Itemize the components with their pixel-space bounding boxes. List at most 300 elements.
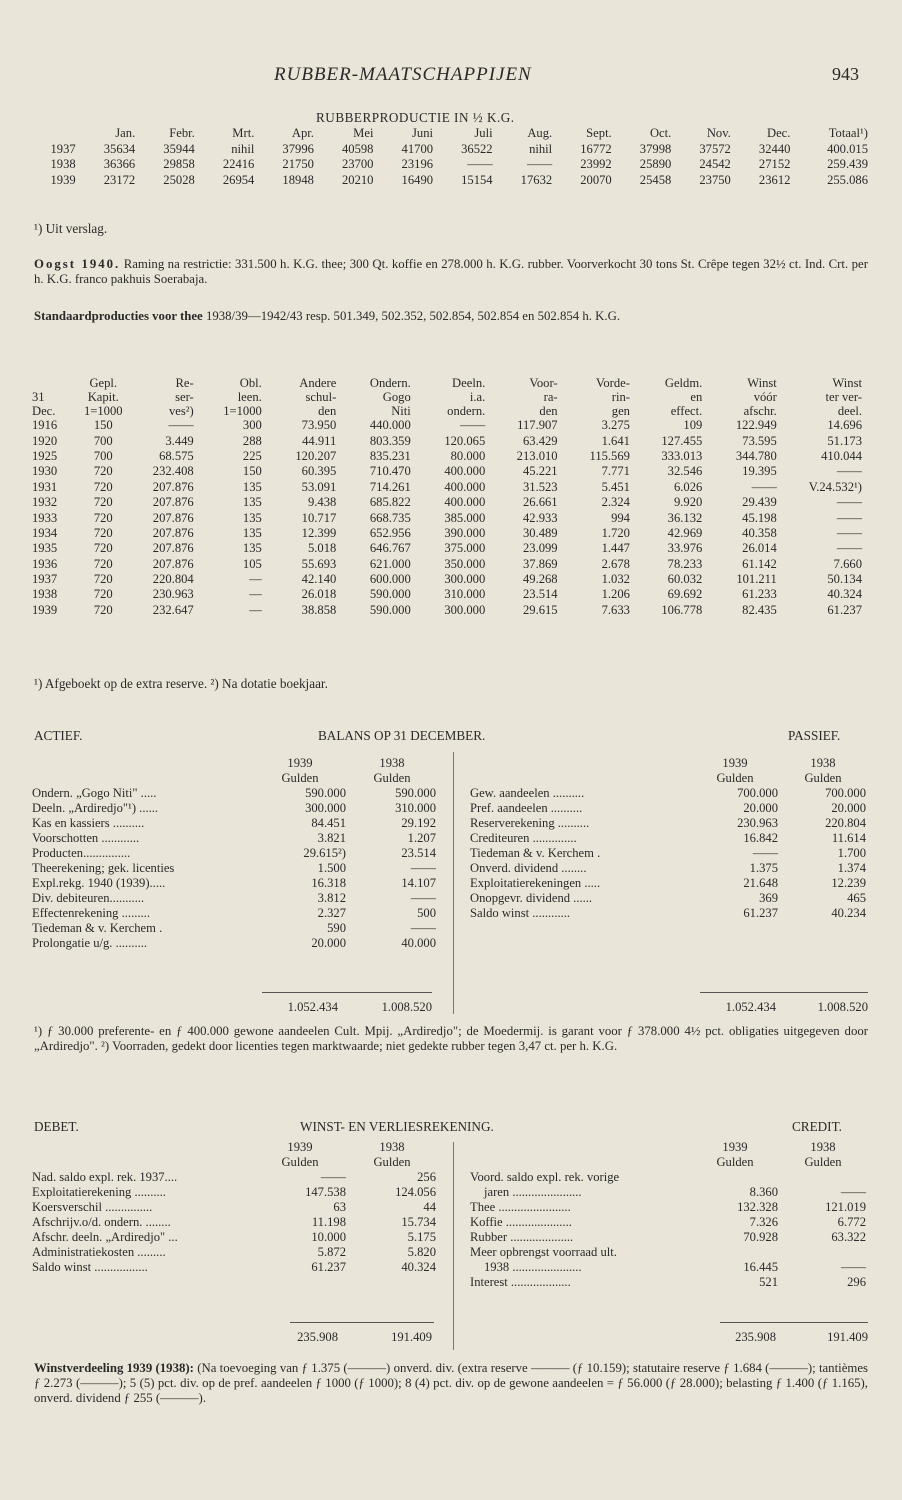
asset-row-value: 590.000 bbox=[395, 786, 436, 800]
debit-row bbox=[32, 1245, 438, 1260]
credit-row bbox=[470, 1275, 868, 1290]
liability-row bbox=[470, 906, 868, 921]
statistics-value: 230.963 bbox=[152, 587, 194, 602]
production-title: RUBBERPRODUCTIE IN ½ K.G. bbox=[316, 110, 515, 125]
liability-row-label: Crediteuren .............. bbox=[470, 831, 577, 845]
asset-row-label: Ondern. „Gogo Niti" ..... bbox=[32, 786, 157, 800]
liability-row-value: 21.648 bbox=[743, 876, 778, 890]
asset-row-label: Kas en kassiers .......... bbox=[32, 816, 145, 830]
statistics-value: 61.142 bbox=[742, 556, 777, 571]
liability-row-value: 1.700 bbox=[837, 846, 866, 860]
balance-right-title: PASSIEF. bbox=[788, 728, 841, 743]
production-table bbox=[28, 126, 868, 188]
statistics-year: 1930 bbox=[32, 464, 58, 479]
statistics-value: —— bbox=[836, 495, 862, 510]
debit-row-value: 5.872 bbox=[317, 1245, 346, 1259]
asset-row-label: Effectenrekening ......... bbox=[32, 906, 150, 920]
statistics-value: 600.000 bbox=[369, 572, 411, 587]
credit-row bbox=[470, 1260, 868, 1275]
liability-row bbox=[470, 891, 868, 906]
statistics-value: 350.000 bbox=[444, 556, 486, 571]
liability-row-label: Tiedeman & v. Kerchem . bbox=[470, 846, 601, 860]
statistics-value: 40.358 bbox=[742, 525, 777, 540]
liabilities-total-1938: 1.008.520 bbox=[817, 1000, 868, 1014]
statistics-value: 61.237 bbox=[827, 602, 862, 617]
production-value: 18948 bbox=[282, 172, 314, 187]
asset-row-value: 23.514 bbox=[401, 846, 436, 860]
statistics-value: 135 bbox=[242, 495, 262, 510]
credit-row bbox=[470, 1200, 868, 1215]
statistics-value: 7.633 bbox=[601, 602, 630, 617]
statistics-value: 23.514 bbox=[522, 587, 558, 602]
statistics-col-header-line: Obl. bbox=[239, 376, 262, 390]
production-value: 36366 bbox=[103, 157, 136, 172]
debit-row bbox=[32, 1185, 438, 1200]
debit-row-value: 256 bbox=[417, 1170, 436, 1184]
production-value: 23172 bbox=[103, 172, 136, 187]
statistics-value: 127.455 bbox=[661, 433, 703, 448]
credit-row-label: Thee ....................... bbox=[470, 1200, 571, 1214]
statistics-value: —— bbox=[751, 479, 777, 494]
statistics-value: —— bbox=[836, 525, 862, 540]
debit-table bbox=[32, 1140, 438, 1275]
production-col-header: Oct. bbox=[649, 126, 672, 141]
asset-row-value: 590 bbox=[327, 921, 346, 935]
production-value: 25028 bbox=[163, 172, 195, 187]
statistics-value: 720 bbox=[93, 464, 113, 479]
statistics-value: 9.920 bbox=[673, 495, 703, 510]
statistics-value: 37.869 bbox=[522, 556, 558, 571]
statistics-row bbox=[32, 603, 862, 618]
asset-row bbox=[32, 891, 438, 906]
statistics-col-header bbox=[128, 376, 194, 418]
debit-row-value: —— bbox=[320, 1170, 346, 1184]
statistics-col-header-line: 1=1000 bbox=[83, 404, 123, 418]
liab-unit-1: Gulden bbox=[716, 771, 754, 785]
credit-row-value: 7.326 bbox=[749, 1215, 778, 1229]
statistics-value: 55.693 bbox=[301, 556, 337, 571]
statistics-value: 38.858 bbox=[301, 602, 337, 617]
statistics-value: 720 bbox=[93, 495, 113, 510]
statistics-value: 668.735 bbox=[369, 510, 411, 525]
liability-row bbox=[470, 786, 868, 801]
asset-row-value: 2.327 bbox=[317, 906, 346, 920]
statistics-col-header-line: rin- bbox=[611, 390, 630, 404]
credit-row-label: Voord. saldo expl. rek. vorige bbox=[470, 1170, 620, 1184]
statistics-row bbox=[32, 433, 862, 448]
production-value: 21750 bbox=[282, 157, 314, 172]
statistics-value: 40.324 bbox=[827, 587, 862, 602]
debit-unit-2: Gulden bbox=[373, 1155, 411, 1169]
asset-row bbox=[32, 906, 438, 921]
statistics-value: 646.767 bbox=[369, 541, 411, 556]
production-value: 37996 bbox=[282, 141, 314, 156]
statistics-row bbox=[32, 510, 862, 525]
statistics-col-header-line: ves²) bbox=[168, 404, 194, 418]
statistics-value: 9.438 bbox=[307, 495, 337, 510]
debit-row-value: 11.198 bbox=[311, 1215, 346, 1229]
statistics-col-header-line: Gogo bbox=[382, 390, 411, 404]
statistics-year: 1939 bbox=[32, 602, 58, 617]
debit-row-value: 15.734 bbox=[401, 1215, 436, 1229]
statistics-value: 49.268 bbox=[522, 572, 558, 587]
debit-row-value: 61.237 bbox=[311, 1260, 346, 1274]
statistics-value: 400.000 bbox=[444, 495, 486, 510]
statistics-table bbox=[32, 376, 862, 618]
statistics-value: 803.359 bbox=[369, 433, 411, 448]
statistics-value: 375.000 bbox=[444, 541, 486, 556]
production-value: 23750 bbox=[699, 172, 731, 187]
liability-row-value: 700.000 bbox=[825, 786, 866, 800]
statistics-value: —— bbox=[836, 510, 862, 525]
asset-row-value: 16.318 bbox=[311, 876, 346, 890]
statistics-col-header-line: Andere bbox=[299, 376, 337, 390]
production-value: 25458 bbox=[639, 172, 672, 187]
liability-row-value: 230.963 bbox=[737, 816, 778, 830]
statistics-col-header-line: afschr. bbox=[743, 404, 777, 418]
balance-divider bbox=[453, 752, 454, 1014]
statistics-value: 106.778 bbox=[661, 602, 703, 617]
statistics-value: 33.976 bbox=[667, 541, 703, 556]
statistics-col-header-line: Niti bbox=[391, 404, 411, 418]
liab-year-1939: 1939 bbox=[722, 756, 748, 770]
statistics-col-header-line: schul- bbox=[305, 390, 337, 404]
statistics-value: 150 bbox=[93, 418, 113, 433]
statistics-value: 621.000 bbox=[369, 556, 411, 571]
liability-row-label: Onopgevr. dividend ...... bbox=[470, 891, 593, 905]
production-value: 23992 bbox=[580, 157, 612, 172]
statistics-value: 73.595 bbox=[742, 433, 777, 448]
statistics-value: 207.876 bbox=[152, 556, 194, 571]
debit-row bbox=[32, 1215, 438, 1230]
statistics-value: 42.933 bbox=[522, 510, 558, 525]
debit-row-value: 5.820 bbox=[407, 1245, 436, 1259]
debit-row-label: Saldo winst ................. bbox=[32, 1260, 148, 1274]
statistics-col-header bbox=[630, 376, 702, 418]
statistics-value: 101.211 bbox=[736, 572, 777, 587]
statistics-value: 994 bbox=[611, 510, 630, 525]
statistics-value: 68.575 bbox=[159, 448, 194, 463]
asset-row-label: Prolongatie u/g. .......... bbox=[32, 936, 148, 950]
statistics-row bbox=[32, 587, 862, 602]
credit-row-value: 6.772 bbox=[837, 1215, 866, 1229]
production-value: 23700 bbox=[341, 157, 374, 172]
credit-row-value: 121.019 bbox=[825, 1200, 866, 1214]
statistics-row bbox=[32, 572, 862, 587]
statistics-year: 1932 bbox=[32, 495, 58, 510]
asset-row-label: Tiedeman & v. Kerchem . bbox=[32, 921, 163, 935]
statistics-row bbox=[32, 480, 862, 495]
credit-row-value bbox=[778, 1170, 868, 1185]
asset-row-value: 14.107 bbox=[401, 876, 436, 890]
production-header-row bbox=[28, 126, 868, 142]
liability-row bbox=[470, 801, 868, 816]
liability-row bbox=[470, 816, 868, 831]
statistics-value: 385.000 bbox=[444, 510, 486, 525]
statistics-value: 117.907 bbox=[517, 418, 558, 433]
liability-row-value: 61.237 bbox=[743, 906, 778, 920]
statistics-col-header-line: ter ver- bbox=[825, 390, 862, 404]
debit-row bbox=[32, 1260, 438, 1275]
production-col-header: Febr. bbox=[169, 126, 195, 141]
liability-row-value: 12.239 bbox=[831, 876, 866, 890]
statistics-col-header-line: ra- bbox=[543, 390, 558, 404]
production-col-header: Jan. bbox=[115, 126, 136, 141]
statistics-value: 45.221 bbox=[522, 464, 558, 479]
statistics-col-header-line: deel. bbox=[837, 404, 862, 418]
debit-row-label: Nad. saldo expl. rek. 1937.... bbox=[32, 1170, 178, 1184]
debit-unit-1: Gulden bbox=[281, 1155, 319, 1169]
asset-row-value: 1.500 bbox=[317, 861, 346, 875]
production-col-header: Juni bbox=[412, 126, 434, 141]
production-value: 35944 bbox=[163, 141, 195, 156]
credit-total-rule bbox=[720, 1322, 868, 1323]
statistics-value: 300 bbox=[242, 418, 262, 433]
statistics-value: 45.198 bbox=[742, 510, 777, 525]
statistics-value: 60.395 bbox=[301, 464, 337, 479]
debit-row-value: 124.056 bbox=[395, 1185, 436, 1199]
statistics-value: 344.780 bbox=[735, 448, 777, 463]
pl-left-title: DEBET. bbox=[34, 1119, 79, 1134]
statistics-value: 720 bbox=[93, 602, 113, 617]
statistics-col-header bbox=[32, 376, 79, 418]
production-col-header: Mei bbox=[353, 126, 374, 141]
production-value: 32440 bbox=[758, 141, 791, 156]
liability-row-value: 1.374 bbox=[837, 861, 866, 875]
credit-row-value bbox=[692, 1170, 778, 1185]
production-col-header: Nov. bbox=[706, 126, 731, 141]
statistics-value: 109 bbox=[683, 418, 703, 433]
statistics-value: 32.546 bbox=[667, 464, 703, 479]
production-value: 400.015 bbox=[827, 141, 868, 156]
statistics-value: 135 bbox=[242, 479, 262, 494]
debit-row-value: 63 bbox=[333, 1200, 346, 1214]
production-value: 24542 bbox=[699, 157, 731, 172]
liability-row-value: 20.000 bbox=[743, 801, 778, 815]
statistics-value: 73.950 bbox=[301, 418, 337, 433]
standard-text: 1938/39—1942/43 resp. 501.349, 502.352, 502.854, 502.854 en 502.854 h. K.G. bbox=[202, 309, 621, 323]
asset-row-label: Div. debiteuren........... bbox=[32, 891, 145, 905]
statistics-value: 835.231 bbox=[369, 448, 411, 463]
oogst-paragraph bbox=[34, 257, 868, 287]
production-value: —— bbox=[467, 157, 493, 172]
statistics-value: —— bbox=[460, 418, 486, 433]
production-year: 1937 bbox=[50, 141, 76, 156]
credit-row bbox=[470, 1215, 868, 1230]
asset-row-value: 1.207 bbox=[407, 831, 436, 845]
statistics-col-header-line: Ondern. bbox=[369, 376, 411, 390]
statistics-value: 7.771 bbox=[601, 464, 630, 479]
credit-row-label: Koffie ..................... bbox=[470, 1215, 572, 1229]
statistics-value: 720 bbox=[93, 525, 113, 540]
statistics-year: 1935 bbox=[32, 541, 58, 556]
statistics-value: 590.000 bbox=[369, 587, 411, 602]
statistics-year: 1936 bbox=[32, 556, 58, 571]
statistics-value: 82.435 bbox=[742, 602, 777, 617]
liability-row-value: 220.804 bbox=[825, 816, 866, 830]
statistics-value: 213.010 bbox=[516, 448, 558, 463]
oogst-label: Oogst 1940. bbox=[34, 257, 121, 271]
liability-row-value: 16.842 bbox=[743, 831, 778, 845]
asset-row bbox=[32, 816, 438, 831]
liability-row-value: 11.614 bbox=[831, 831, 866, 845]
asset-row bbox=[32, 921, 438, 936]
statistics-value: 60.032 bbox=[667, 572, 703, 587]
asset-row bbox=[32, 831, 438, 846]
statistics-value: — bbox=[249, 602, 262, 617]
credit-row bbox=[470, 1185, 868, 1200]
credit-row-value: 296 bbox=[847, 1275, 866, 1289]
statistics-value: 42.140 bbox=[301, 572, 337, 587]
statistics-value: 1.206 bbox=[601, 587, 630, 602]
statistics-value: 333.013 bbox=[661, 448, 703, 463]
running-title: RUBBER-MAATSCHAPPIJEN bbox=[274, 64, 532, 85]
statistics-value: 115.569 bbox=[589, 448, 630, 463]
production-value: 27152 bbox=[758, 157, 791, 172]
statistics-value: 23.099 bbox=[522, 541, 558, 556]
asset-row-label: Theerekening; gek. licenties bbox=[32, 861, 175, 875]
statistics-value: 700 bbox=[93, 448, 113, 463]
production-value: 22416 bbox=[222, 157, 255, 172]
statistics-value: 300.000 bbox=[444, 602, 486, 617]
winstverdeeling-text: (Na toevoeging van ƒ 1.375 (———) onverd. div. (extra reserve ——— (ƒ 10.159); statutaire reserve ƒ 1.684 (———); tantièmes ƒ 2.273 (———); 5 (5) pct. div. op de pref. aandeelen ƒ 1000 (ƒ 1000); 8 (4) pct. div. op de gewone aandeelen = ƒ 56.000 (ƒ 28.000); belasting ƒ 1.400 (ƒ 1.165), onverd. dividend ƒ 255 (———). bbox=[34, 1361, 868, 1405]
production-value: 17632 bbox=[520, 172, 553, 187]
assets-unit-2: Gulden bbox=[373, 771, 411, 785]
debit-total-rule bbox=[290, 1322, 434, 1323]
credit-row-label: 1938 ...................... bbox=[484, 1260, 582, 1274]
credit-table bbox=[470, 1140, 868, 1290]
asset-row bbox=[32, 786, 438, 801]
statistics-value: 288 bbox=[242, 433, 262, 448]
statistics-value: 69.692 bbox=[667, 587, 703, 602]
production-value: 20210 bbox=[341, 172, 374, 187]
credit-row bbox=[470, 1170, 868, 1185]
statistics-value: 390.000 bbox=[444, 525, 486, 540]
statistics-year: 1920 bbox=[32, 433, 58, 448]
statistics-year: 1934 bbox=[32, 525, 58, 540]
debit-row-value: 40.324 bbox=[401, 1260, 436, 1274]
statistics-value: —— bbox=[168, 418, 194, 433]
credit-row-label: Meer opbrengst voorraad ult. bbox=[470, 1245, 617, 1259]
liability-row-value: 700.000 bbox=[737, 786, 778, 800]
balance-title: BALANS OP 31 DECEMBER. bbox=[318, 728, 486, 743]
statistics-value: 1.447 bbox=[601, 541, 630, 556]
debit-row-value: 5.175 bbox=[407, 1230, 436, 1244]
statistics-value: 6.026 bbox=[673, 479, 703, 494]
statistics-row bbox=[32, 541, 862, 556]
production-col-header: Sept. bbox=[586, 126, 612, 141]
pl-divider bbox=[453, 1142, 454, 1350]
debit-row-label: Afschr. deeln. „Ardiredjo" ... bbox=[32, 1230, 178, 1244]
production-value: 41700 bbox=[401, 141, 434, 156]
asset-row-value: 20.000 bbox=[311, 936, 346, 950]
liabilities-total-1939: 1.052.434 bbox=[725, 1000, 776, 1014]
production-col-header: Dec. bbox=[766, 126, 791, 141]
statistics-value: 26.018 bbox=[301, 587, 337, 602]
asset-row-value: 590.000 bbox=[305, 786, 346, 800]
debit-total-1938: 191.409 bbox=[391, 1330, 432, 1344]
statistics-value: 19.395 bbox=[742, 464, 777, 479]
statistics-col-header-line: Vorde- bbox=[595, 376, 630, 390]
statistics-value: 207.876 bbox=[152, 525, 194, 540]
statistics-year: 1931 bbox=[32, 479, 58, 494]
debit-row-value: 10.000 bbox=[311, 1230, 346, 1244]
asset-row-value: —— bbox=[410, 891, 436, 905]
statistics-col-header-line: Winst bbox=[832, 376, 862, 390]
credit-row-value: 132.328 bbox=[737, 1200, 778, 1214]
statistics-value: 400.000 bbox=[444, 479, 486, 494]
production-value: nihil bbox=[529, 141, 553, 156]
liability-row-value: 465 bbox=[847, 891, 866, 905]
statistics-col-header-line: ondern. bbox=[447, 404, 486, 418]
debit-row-label: Koersverschil ............... bbox=[32, 1200, 153, 1214]
statistics-value: 400.000 bbox=[444, 464, 486, 479]
asset-row bbox=[32, 801, 438, 816]
asset-row bbox=[32, 936, 438, 951]
statistics-col-header bbox=[79, 376, 128, 418]
production-year: 1939 bbox=[50, 172, 76, 187]
statistics-value: 652.956 bbox=[369, 525, 411, 540]
statistics-value: 7.660 bbox=[833, 556, 862, 571]
debit-total-1939: 235.908 bbox=[297, 1330, 338, 1344]
debit-row bbox=[32, 1200, 438, 1215]
liability-row-label: Saldo winst ............ bbox=[470, 906, 571, 920]
credit-unit-2: Gulden bbox=[804, 1155, 842, 1169]
statistics-col-header-line: Re- bbox=[175, 376, 194, 390]
statistics-value: 29.439 bbox=[742, 495, 777, 510]
statistics-value: 80.000 bbox=[450, 448, 486, 463]
liability-row bbox=[470, 876, 868, 891]
production-value: 20070 bbox=[580, 172, 612, 187]
statistics-value: 714.261 bbox=[369, 479, 411, 494]
statistics-value: 44.911 bbox=[302, 433, 337, 448]
credit-row-label: Interest ................... bbox=[470, 1275, 571, 1289]
credit-year-1939: 1939 bbox=[722, 1140, 748, 1154]
statistics-value: V.24.532¹) bbox=[808, 479, 862, 494]
credit-row-value bbox=[778, 1245, 868, 1260]
statistics-value: 30.489 bbox=[522, 525, 558, 540]
statistics-col-header bbox=[262, 376, 336, 418]
asset-row-value: 500 bbox=[417, 906, 436, 920]
statistics-value: 135 bbox=[242, 525, 262, 540]
statistics-row bbox=[32, 464, 862, 479]
statistics-value: 232.408 bbox=[152, 464, 194, 479]
statistics-col-header-line: vóór bbox=[753, 390, 777, 404]
standard-paragraph bbox=[34, 309, 868, 324]
debit-row-label: Exploitatierekening .......... bbox=[32, 1185, 166, 1199]
statistics-value: 135 bbox=[242, 541, 262, 556]
statistics-value: 220.804 bbox=[152, 572, 194, 587]
debit-year-1939: 1939 bbox=[287, 1140, 313, 1154]
debit-row bbox=[32, 1170, 438, 1185]
balance-footnote: ¹) ƒ 30.000 preferente- en ƒ 400.000 gewone aandeelen Cult. Mpij. „Ardiredjo"; de Moedermij. is garant voor ƒ 378.000 4½ pct. obligaties uitgegeven door „Ardiredjo". ²) Voorraden, gedekt door licenties tegen marktwaarde; niet gedekte rubber tegen 3,47 ct. per h. K.G. bbox=[34, 1024, 868, 1053]
statistics-value: 1.720 bbox=[601, 525, 630, 540]
statistics-value: 710.470 bbox=[369, 464, 411, 479]
liability-row-value: —— bbox=[752, 846, 778, 860]
pl-right-title: CREDIT. bbox=[792, 1119, 842, 1134]
statistics-col-header bbox=[194, 376, 262, 418]
production-value: 23196 bbox=[401, 157, 434, 172]
statistics-footnote: ¹) Afgeboekt op de extra reserve. ²) Na dotatie boekjaar. bbox=[34, 676, 328, 691]
statistics-col-header-line: Deeln. bbox=[452, 376, 486, 390]
statistics-col-header bbox=[777, 376, 862, 418]
statistics-value: — bbox=[249, 587, 262, 602]
statistics-value: 3.275 bbox=[601, 418, 630, 433]
statistics-value: 26.014 bbox=[742, 541, 777, 556]
asset-row-value: 84.451 bbox=[311, 816, 346, 830]
asset-row-value: 3.821 bbox=[317, 831, 346, 845]
statistics-col-header-line: en bbox=[690, 390, 703, 404]
